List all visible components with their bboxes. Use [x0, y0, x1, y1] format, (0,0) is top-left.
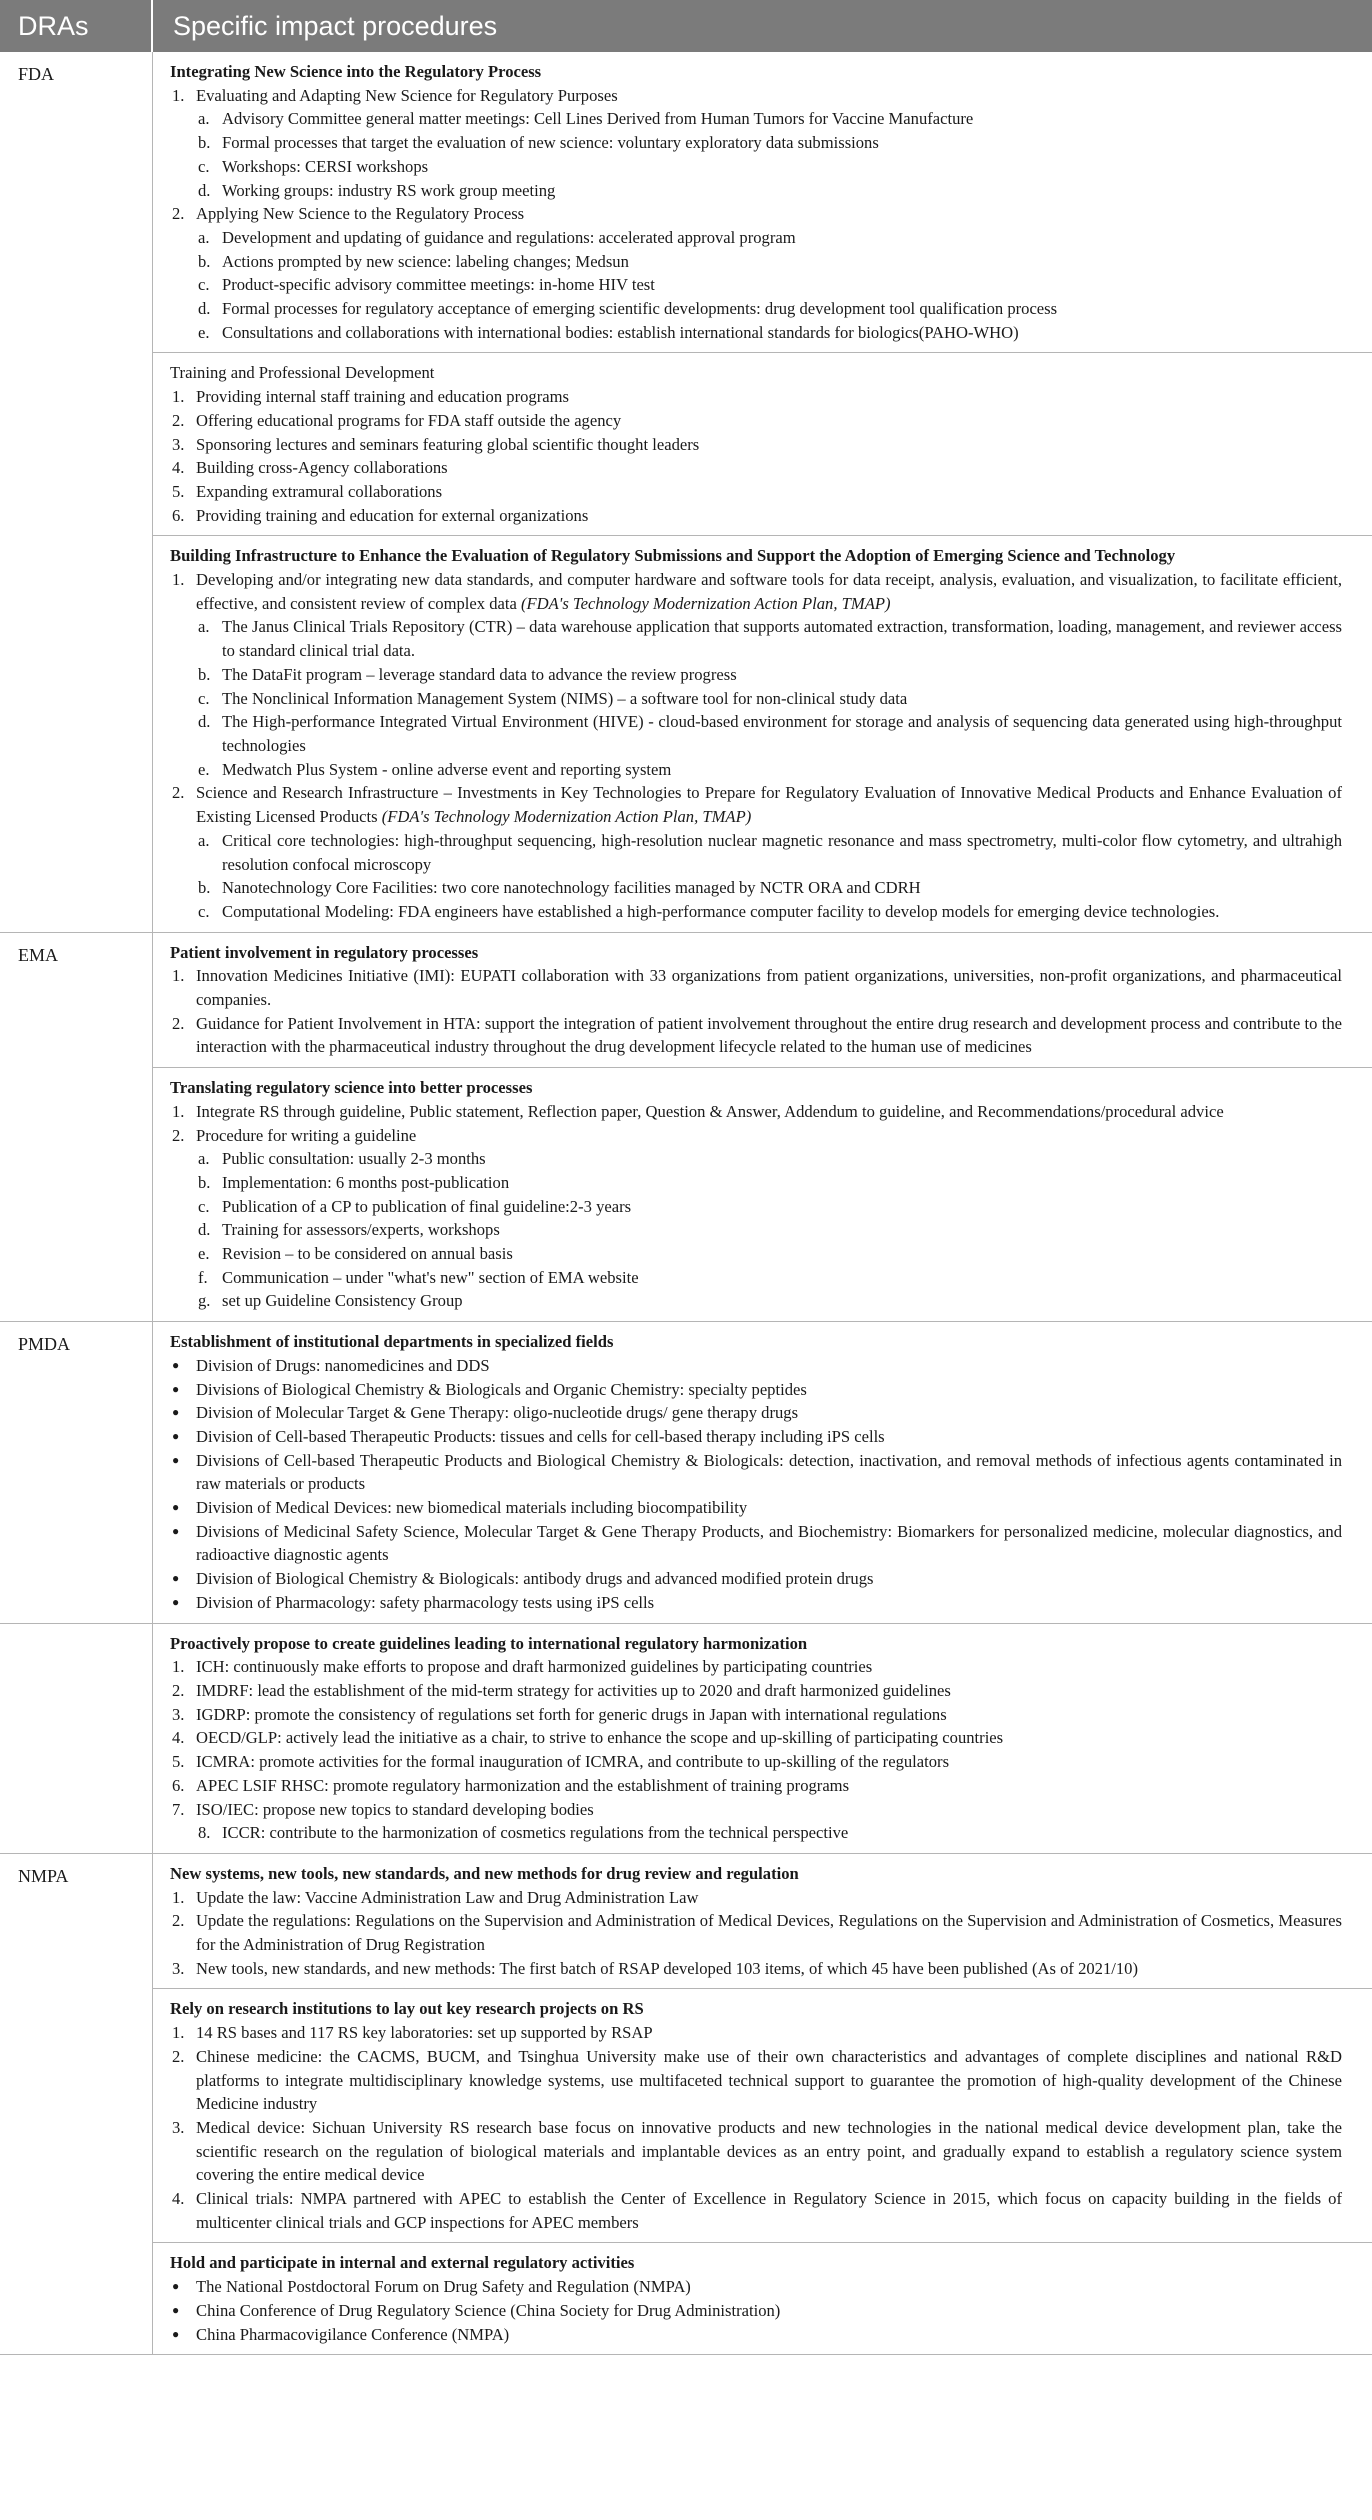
list-text: set up Guideline Consistency Group: [222, 1291, 463, 1311]
list-text: The National Postdoctoral Forum on Drug Safety and Regulation (NMPA): [196, 2277, 691, 2297]
list-item: [170, 297, 1342, 321]
table-row: [0, 933, 1372, 1323]
list-marker: 8.: [198, 1823, 211, 1843]
list-text: New tools, new standards, and new methods: The first batch of RSAP developed 103 items, of which 45 have been published (As of 2021/10): [196, 1958, 1138, 1978]
list-text: Update the regulations: Regulations on the Supervision and Administration of Medical Devices, Regulations on the Supervision and Administration of Cosmetics, Measures for the Administration of Drug Registration: [196, 1911, 1342, 1955]
list-item: [170, 409, 1342, 433]
dra-label: [0, 1624, 153, 1853]
list-item: [170, 155, 1342, 179]
table-header: [0, 0, 1372, 52]
list-marker: 3.: [172, 1958, 185, 1978]
list-text: Expanding extramural collaborations: [196, 481, 443, 501]
list-item: [170, 758, 1342, 782]
list-text: Implementation: 6 months post-publication: [222, 1172, 510, 1192]
list-item: [170, 2021, 1342, 2045]
list-marker: 5.: [172, 1752, 185, 1772]
list-marker: 2.: [172, 2046, 185, 2066]
list-item: [170, 250, 1342, 274]
list-marker: a.: [198, 617, 210, 637]
list-text: OECD/GLP: actively lead the initiative as a chair, to strive to enhance the scope and up-skilling of participating countries: [196, 1728, 1004, 1748]
list-item: [170, 663, 1342, 687]
list-marker: b.: [198, 251, 211, 271]
list-text: Critical core technologies: high-throughput sequencing, high-resolution nuclear magnetic resonance and mass spectrometry, multi-color flow cytometry, and ultrahigh resolution confocal microscopy: [222, 830, 1342, 874]
list-text: Nanotechnology Core Facilities: two core nanotechnology facilities managed by NCTR ORA and CDRH: [222, 878, 921, 898]
list-text: Division of Cell-based Therapeutic Products: tissues and cells for cell-based therapy including iPS cells: [196, 1426, 885, 1446]
list-item: [170, 1171, 1342, 1195]
list-item: [170, 1378, 1342, 1402]
list-marker: ●: [172, 1428, 180, 1443]
list-marker: b.: [198, 133, 211, 153]
list-text: Revision – to be considered on annual basis: [222, 1244, 513, 1264]
italic-note: (FDA's Technology Modernization Action Plan, TMAP): [381, 807, 752, 827]
list-item: [170, 1726, 1342, 1750]
list-marker: 2.: [172, 783, 185, 803]
table-row: [0, 1322, 1372, 1623]
cell-title-rest: to Enhance the Evaluation of Regulatory Submissions and Support the Adoption of Emerging Science and Technology: [337, 546, 1176, 566]
list-text: Division of Medical Devices: new biomedical materials including biocompatibility: [196, 1498, 748, 1518]
list-text: 14 RS bases and 117 RS key laboratories: set up supported by RSAP: [196, 2023, 653, 2043]
list-marker: b.: [198, 878, 211, 898]
list-marker: ●: [172, 1452, 180, 1467]
list-marker: 4.: [172, 2189, 185, 2209]
list-text: Update the law: Vaccine Administration Law and Drug Administration Law: [196, 1887, 699, 1907]
list-item: [170, 2275, 1342, 2299]
list-item: [170, 1496, 1342, 1520]
list-text: Medwatch Plus System - online adverse event and reporting system: [222, 759, 672, 779]
list-item: [170, 1750, 1342, 1774]
cell-title: Patient involvement in regulatory processes: [170, 942, 479, 962]
dra-label: EMA: [0, 933, 153, 1322]
list-item: [170, 1567, 1342, 1591]
list-text: Building cross-Agency collaborations: [196, 458, 448, 478]
list-item: [170, 385, 1342, 409]
list-marker: 5.: [172, 481, 185, 501]
list-text: Product-specific advisory committee meetings: in-home HIV test: [222, 275, 655, 295]
list-item: [170, 480, 1342, 504]
list-item: [170, 1195, 1342, 1219]
list-marker: a.: [198, 1149, 210, 1169]
cell-title: Rely on research institutions to lay out key research projects on RS: [170, 1999, 644, 2019]
table-row: [0, 1854, 1372, 2355]
list-item: [170, 1821, 1342, 1845]
list-marker: 1.: [172, 966, 185, 986]
dra-label: FDA: [0, 52, 153, 932]
list-item: [170, 615, 1342, 662]
list-item: [170, 781, 1342, 828]
list-item: [170, 226, 1342, 250]
table-row: [0, 52, 1372, 933]
list-item: [170, 1798, 1342, 1822]
list-item: [170, 1591, 1342, 1615]
list-text: Providing internal staff training and education programs: [196, 387, 569, 407]
list-marker: c.: [198, 156, 210, 176]
list-text: IGDRP: promote the consistency of regulations set forth for generic drugs in Japan with international regulations: [196, 1704, 947, 1724]
list-text: Public consultation: usually 2-3 months: [222, 1149, 486, 1169]
list-marker: ●: [172, 1405, 180, 1420]
list-item: [170, 456, 1342, 480]
list-item: [170, 1449, 1342, 1496]
procedure-cell: [153, 1068, 1372, 1321]
list-item: [170, 1425, 1342, 1449]
list-item: [170, 433, 1342, 457]
list-item: [170, 131, 1342, 155]
list-text: Offering educational programs for FDA staff outside the agency: [196, 410, 622, 430]
list-text: The Janus Clinical Trials Repository (CTR) – data warehouse application that supports automated extraction, transformation, loading, management, and reviewer access to standard clinical trial data.: [222, 617, 1342, 661]
list-text: Division of Molecular Target & Gene Therapy: oligo-nucleotide drugs/ gene therapy drugs: [196, 1403, 799, 1423]
list-marker: d.: [198, 712, 211, 732]
list-marker: e.: [198, 1244, 210, 1264]
list-marker: e.: [198, 322, 210, 342]
list-marker: 3.: [172, 434, 185, 454]
cell-title: Proactively propose to create guidelines leading to international regulatory harmonization: [170, 1633, 808, 1653]
procedures-cell-group: [153, 52, 1372, 932]
list-marker: 1.: [172, 1657, 185, 1677]
list-marker: 1.: [172, 387, 185, 407]
list-item: [170, 273, 1342, 297]
list-item: [170, 202, 1342, 226]
procedure-cell: [153, 2243, 1372, 2354]
list-marker: 2.: [172, 1681, 185, 1700]
list-marker: f.: [198, 1267, 208, 1287]
cell-title: New systems, new tools, new standards, and new methods for drug review and regulation: [170, 1863, 799, 1883]
list-text: Development and updating of guidance and regulations: accelerated approval program: [222, 227, 796, 247]
list-text: Divisions of Biological Chemistry & Biologicals and Organic Chemistry: specialty peptides: [196, 1379, 807, 1399]
table-row: [0, 1624, 1372, 1854]
list-marker: 1.: [172, 1887, 185, 1907]
list-item: [170, 321, 1342, 345]
list-text: Advisory Committee general matter meetings: Cell Lines Derived from Human Tumors for Vaccine Manufacture: [222, 109, 974, 129]
list-item: [170, 1012, 1342, 1059]
cell-title: Training and Professional Development: [170, 363, 435, 383]
list-item: [170, 829, 1342, 876]
cell-title: [170, 544, 1342, 568]
list-text: Guidance for Patient Involvement in HTA: support the integration of patient involvement throughout the entire drug research and development process and contribute to the interaction with the pharmaceutical industry throughout the drug development lifecycle related to the human use of medicines: [196, 1013, 1342, 1057]
header-procedures: Specific impact procedures: [173, 11, 498, 41]
list-text: China Conference of Drug Regulatory Science (China Society for Drug Administration): [196, 2300, 781, 2320]
list-marker: b.: [198, 1172, 211, 1192]
list-text: Computational Modeling: FDA engineers have established a high-performance computer facility to develop models for emerging device technologies.: [222, 901, 1220, 921]
list-marker: 6.: [172, 505, 185, 525]
list-item: [170, 1242, 1342, 1266]
list-text: The Nonclinical Information Management System (NIMS) – a software tool for non-clinical study data: [222, 688, 908, 708]
list-marker: ●: [172, 1523, 180, 1538]
list-marker: 2.: [172, 204, 185, 224]
list-item: [170, 1655, 1342, 1679]
cell-title: Hold and participate in internal and external regulatory activities: [170, 2253, 635, 2273]
list-item: [170, 504, 1342, 528]
list-marker: 4.: [172, 1728, 185, 1748]
cell-title-bold: Building Infrastructure: [170, 546, 338, 566]
list-text: Medical device: Sichuan University RS research base focus on innovative products and new technologies in the national medical device development plan, take the scientific research on the regulation of biological materials and implantable devices as an entry point, and gradually expand to establish a regulatory science system covering the entire medical device: [196, 2117, 1342, 2185]
list-text: Formal processes for regulatory acceptance of emerging scientific developments: drug development tool qualification process: [222, 299, 1058, 319]
list-text: Applying New Science to the Regulatory Process: [196, 204, 525, 224]
list-text: ICH: continuously make efforts to propose and draft harmonized guidelines by participating countries: [196, 1657, 873, 1677]
list-item: [170, 1909, 1342, 1956]
list-text: Integrate RS through guideline, Public statement, Reflection paper, Question & Answer, Addendum to guideline, and Recommendations/procedural advice: [196, 1101, 1224, 1121]
list-item: [170, 964, 1342, 1011]
list-marker: 6.: [172, 1775, 185, 1795]
list-marker: ●: [172, 1381, 180, 1396]
list-text: Consultations and collaborations with international bodies: establish international standards for biologics(PAHO-WHO): [222, 322, 1019, 342]
list-item: [170, 1774, 1342, 1798]
list-marker: d.: [198, 299, 211, 319]
list-item: [170, 1520, 1342, 1567]
list-marker: 1.: [172, 1101, 185, 1121]
list-marker: 7.: [172, 1799, 185, 1819]
list-text: Training for assessors/experts, workshops: [222, 1220, 500, 1240]
list-marker: 3.: [172, 1704, 185, 1724]
list-item: [170, 687, 1342, 711]
list-marker: ●: [172, 1357, 180, 1372]
procedures-cell-group: [153, 1322, 1372, 1622]
list-item: [170, 1703, 1342, 1727]
list-text: The DataFit program – leverage standard data to advance the review progress: [222, 664, 737, 684]
cell-title: Integrating New Science into the Regulatory Process: [170, 62, 542, 81]
list-item: [170, 1886, 1342, 1910]
list-marker: ●: [172, 1500, 180, 1515]
procedures-cell-group: [153, 933, 1372, 1322]
list-text: APEC LSIF RHSC: promote regulatory harmonization and the establishment of training programs: [196, 1775, 850, 1795]
list-text: Actions prompted by new science: labeling changes; Medsun: [222, 251, 629, 271]
cell-title: Translating regulatory science into better processes: [170, 1078, 533, 1098]
dra-label: NMPA: [0, 1854, 153, 2354]
list-item: [170, 1147, 1342, 1171]
list-text: Sponsoring lectures and seminars featuring global scientific thought leaders: [196, 434, 700, 454]
list-item: [170, 1401, 1342, 1425]
list-item: [170, 1218, 1342, 1242]
list-marker: c.: [198, 275, 210, 295]
list-marker: 1.: [172, 85, 185, 105]
list-text: Formal processes that target the evaluation of new science: voluntary exploratory data submissions: [222, 133, 879, 153]
header-dras: DRAs: [0, 0, 153, 52]
list-item: [170, 1266, 1342, 1290]
list-text: Publication of a CP to publication of final guideline:2-3 years: [222, 1196, 632, 1216]
list-item: [170, 179, 1342, 203]
list-marker: c.: [198, 688, 210, 708]
list-marker: e.: [198, 759, 210, 779]
list-item: [170, 568, 1342, 615]
list-item: [170, 876, 1342, 900]
procedure-cell: [153, 536, 1372, 931]
italic-note: (FDA's Technology Modernization Action Plan, TMAP): [521, 593, 891, 613]
list-text: Divisions of Cell-based Therapeutic Products and Biological Chemistry & Biologicals: detection, inactivation, and removal methods of infectious agents contaminated in raw materials or products: [196, 1450, 1342, 1494]
procedure-cell: [153, 353, 1372, 536]
list-marker: 2.: [172, 1911, 185, 1931]
list-text: Science and Research Infrastructure – Investments in Key Technologies to Prepare for Regulatory Evaluation of Innovative Medical Products and Enhance Evaluation of Existing Licensed Products (FDA's Technology Modernization Action Plan, TMAP): [196, 783, 1342, 827]
list-text: Evaluating and Adapting New Science for Regulatory Purposes: [196, 85, 618, 105]
list-text: Division of Drugs: nanomedicines and DDS: [196, 1355, 490, 1375]
procedure-cell: [153, 1989, 1372, 2243]
procedure-cell: [153, 1322, 1372, 1622]
list-marker: 2.: [172, 1125, 185, 1145]
list-marker: ●: [172, 2279, 180, 2294]
list-marker: ●: [172, 1594, 180, 1609]
list-marker: a.: [198, 227, 210, 247]
list-marker: ●: [172, 2302, 180, 2317]
list-item: [170, 2299, 1342, 2323]
procedure-cell: [153, 1624, 1372, 1853]
list-marker: b.: [198, 664, 211, 684]
list-marker: a.: [198, 830, 210, 850]
list-text: Clinical trials: NMPA partnered with APEC to establish the Center of Excellence in Regulatory Science in 2015, which focus on capacity building in the fields of multicenter clinical trials and GCP inspections for APEC members: [196, 2189, 1342, 2232]
list-text: China Pharmacovigilance Conference (NMPA): [196, 2324, 510, 2344]
list-text: Providing training and education for external organizations: [196, 505, 589, 525]
list-item: [170, 1100, 1342, 1124]
list-text: Divisions of Medicinal Safety Science, Molecular Target & Gene Therapy Products, and Biochemistry: Biomarkers for personalized medicine, molecular diagnostics, and radioactive diagnostic agents: [196, 1521, 1342, 1565]
list-item: [170, 107, 1342, 131]
list-text: Communication – under "what's new" section of EMA website: [222, 1267, 639, 1287]
list-item: [170, 2323, 1342, 2347]
list-item: [170, 1679, 1342, 1703]
list-text: ICCR: contribute to the harmonization of cosmetics regulations from the technical perspective: [222, 1823, 849, 1843]
list-text: ICMRA: promote activities for the formal inauguration of ICMRA, and contribute to up-skilling of the regulators: [196, 1752, 950, 1772]
list-marker: 1.: [172, 2023, 185, 2043]
list-text: Innovation Medicines Initiative (IMI): EUPATI collaboration with 33 organizations from patient organizations, universities, non-profit organizations, and pharmaceutical companies.: [196, 966, 1342, 1010]
dra-label: PMDA: [0, 1322, 153, 1622]
list-item: [170, 2116, 1342, 2187]
list-item: [170, 2045, 1342, 2116]
table-body: [0, 52, 1372, 2355]
list-marker: 2.: [172, 410, 185, 430]
list-marker: d.: [198, 1220, 211, 1240]
list-text: Division of Biological Chemistry & Biologicals: antibody drugs and advanced modified protein drugs: [196, 1569, 874, 1589]
list-item: [170, 1124, 1342, 1148]
list-text: ISO/IEC: propose new topics to standard developing bodies: [196, 1799, 594, 1819]
procedures-cell-group: [153, 1854, 1372, 2354]
list-marker: 1.: [172, 570, 185, 590]
list-item: [170, 710, 1342, 757]
list-text: Developing and/or integrating new data standards, and computer hardware and software tools for data receipt, analysis, evaluation, and visualization, to facilitate efficient, effective, and consistent review of complex data (FDA's Technology Modernization Action Plan, TMAP): [196, 570, 1342, 613]
list-marker: ●: [172, 2326, 180, 2341]
list-text: IMDRF: lead the establishment of the mid-term strategy for activities up to 2020 and draft harmonized guidelines: [196, 1681, 951, 1700]
list-item: [170, 1957, 1342, 1981]
list-item: [170, 2187, 1342, 2234]
procedure-cell: [153, 1854, 1372, 1990]
list-marker: g.: [198, 1291, 211, 1311]
list-marker: c.: [198, 1196, 210, 1216]
list-text: Division of Pharmacology: safety pharmacology tests using iPS cells: [196, 1592, 655, 1612]
list-item: [170, 1289, 1342, 1313]
procedures-cell-group: [153, 1624, 1372, 1853]
list-marker: 3.: [172, 2117, 185, 2137]
list-marker: 2.: [172, 1013, 185, 1033]
procedure-cell: [153, 52, 1372, 353]
list-marker: c.: [198, 901, 210, 921]
list-text: The High-performance Integrated Virtual Environment (HIVE) - cloud-based environment for storage and analysis of sequencing data generated using high-throughput technologies: [222, 712, 1342, 755]
list-item: [170, 900, 1342, 924]
list-text: Chinese medicine: the CACMS, BUCM, and Tsinghua University make use of their own characteristics and advantages of complete disciplines and national R&D platforms to integrate multidisciplinary knowledge systems, use multifaceted technical support to guarantee the promotion of high-quality development of the Chinese Medicine industry: [196, 2046, 1342, 2114]
procedure-cell: [153, 933, 1372, 1069]
cell-title: Establishment of institutional departments in specialized fields: [170, 1332, 614, 1352]
list-item: [170, 84, 1342, 108]
list-marker: d.: [198, 180, 211, 200]
list-marker: a.: [198, 109, 210, 129]
list-text: Working groups: industry RS work group meeting: [222, 180, 556, 200]
list-text: Workshops: CERSI workshops: [222, 156, 429, 176]
list-text: Procedure for writing a guideline: [196, 1125, 417, 1145]
list-marker: 4.: [172, 458, 185, 478]
list-item: [170, 1354, 1342, 1378]
list-marker: ●: [172, 1571, 180, 1586]
